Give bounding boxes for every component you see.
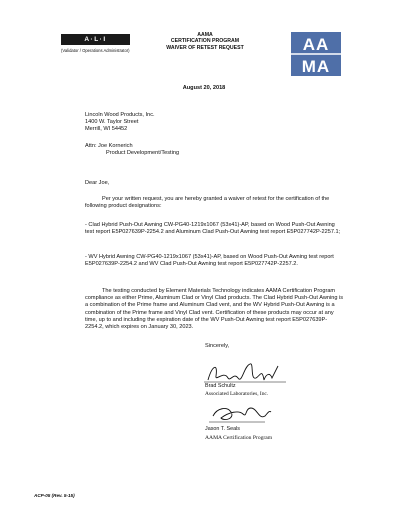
attn-title: Product Development/Testing: [106, 150, 180, 157]
body-paragraph-2: - Clad Hybrid Push-Out Awning CW-PG40-1219x1067 (53x41)-AP, based on Wood Push-Out Awning test report E5P027639P-2254.2 and Aluminum Clad Push-Out Awning test report E5P027742P-2257.1;: [85, 222, 341, 236]
signer-1-name: Brad Schultz: [205, 383, 236, 389]
attention-block: [85, 143, 179, 157]
form-footer: ACP-05 (Rev. 5-15): [34, 493, 75, 498]
recipient-address: [85, 112, 155, 134]
ali-logo: A·L·I: [61, 34, 130, 45]
aama-logo: [291, 32, 341, 76]
signature-jason-seals: [205, 402, 275, 426]
signer-2-organization: AAMA Certification Program: [205, 435, 273, 441]
body-paragraph-4: The testing conducted by Element Materials Technology indicates AAMA Certification Program compliance as either Prime, Aluminum Clad or Vinyl Clad products. The Clad Hybrid Push-Out Awning is a combination of the Prime frame and Aluminum Clad vent, and the WV Hybrid Push-Out Awning is a combination of the Prime frame and Vinyl Clad vent. Certification of these products may occur at any time, up to and including the expiration date of the WV Push-Out Awning test report E5P027639P-2254.2, which expires on January 30, 2023.: [85, 288, 344, 331]
recipient-street: 1400 W. Taylor Street: [85, 119, 139, 126]
letter-date: August 20, 2018: [182, 85, 226, 91]
aama-logo-text-bottom: MA: [301, 57, 331, 76]
signer-1-organization: Associated Laboratories, Inc.: [205, 391, 269, 397]
aama-logo-text-top: AA: [302, 35, 330, 54]
ali-caption: (Validator / Operations Administrator): [61, 48, 130, 53]
salutation: Dear Joe,: [85, 180, 110, 186]
header-line-1: AAMA: [197, 32, 213, 38]
header-line-2: CERTIFICATION PROGRAM: [170, 38, 240, 45]
header-line-3: WAIVER OF RETEST REQUEST: [166, 44, 244, 51]
letter-header: [150, 32, 260, 51]
body-paragraph-3: - WV Hybrid Awning CW-PG40-1219x1067 (53x41)-AP, based on Wood Push-Out Awning test report E5P027639P-2254.2 and WV Clad Push-Out Awning test report E5P027742P-2257.2.: [85, 254, 334, 268]
attn-name: Attn: Joe Kornerich: [85, 143, 133, 149]
closing: Sincerely,: [205, 343, 230, 349]
signer-2-name: Jason T. Seals: [205, 426, 240, 432]
recipient-city: Merrill, WI 54452: [85, 126, 128, 133]
body-paragraph-1: Per your written request, you are hereby granted a waiver of retest for the certification of the following product designations:: [85, 196, 330, 210]
recipient-company: Lincoln Wood Products, Inc.: [85, 112, 155, 118]
